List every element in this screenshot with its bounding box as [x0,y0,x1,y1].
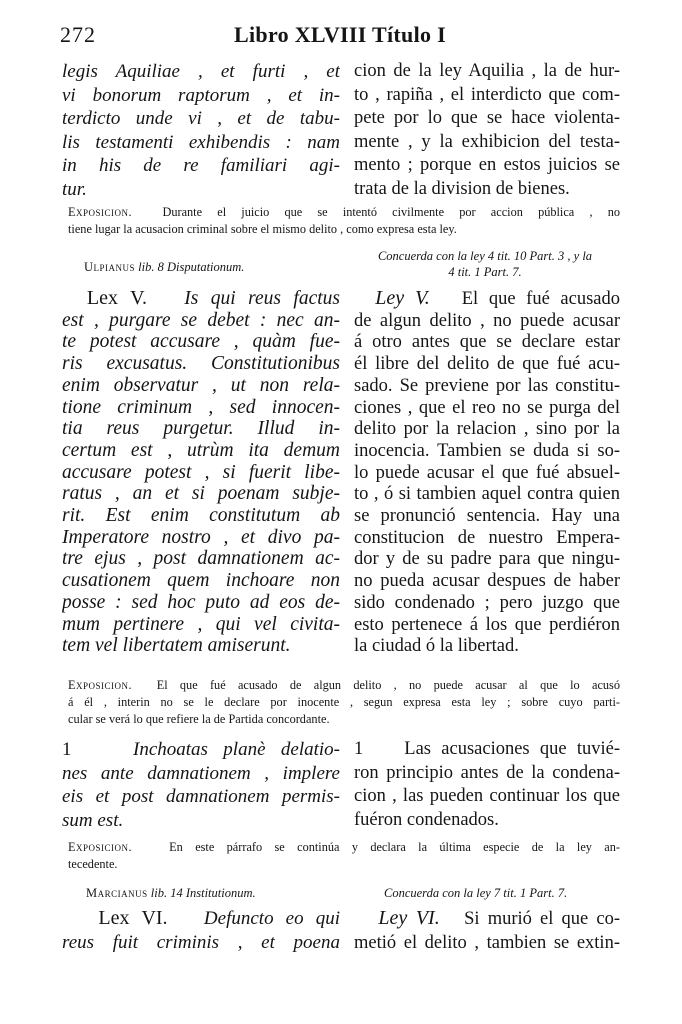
running-header [60,22,620,56]
source-author: Ulpianus [84,260,136,274]
spanish-line: de algun delito , no puede acusar [354,310,620,331]
latin-line [62,907,340,931]
spanish-line: delito por la relacion , sino por la [354,419,620,440]
latin-first-text: Is qui reus factus [184,288,340,309]
latin-line: vi bonorum raptorum , et in- [62,84,340,106]
spanish-line: trata de la division de bienes. [354,178,570,199]
latin-line: accusare potest , si fuerit libe- [62,461,340,483]
latin-column [62,738,340,832]
concordance-line: 4 tit. 1 Part. 7. [448,265,522,279]
latin-column [62,288,340,657]
spanish-first-text: El que fué acusado [461,289,620,309]
latin-line: sum est. [62,809,124,831]
concordance-note [350,248,620,280]
exposicion-line [68,677,620,694]
latin-line: legis Aquiliae , et furti , et [62,61,340,82]
latin-line: tre ejus , post damnationem ac- [62,548,340,570]
spanish-line: ciones , que el reo no se purga del [354,397,620,418]
spanish-first-text: Si murió el que co- [464,909,620,929]
block-continuation [62,60,618,202]
spanish-line: se pronunció sentencia. Hay una [354,506,620,527]
source-citation [84,259,244,275]
latin-line: terdicto unde vi , et de tabu- [62,108,340,129]
spanish-line: mente , y la exhibicion del testa- [354,131,620,152]
ley-label: Ley V. [375,288,430,309]
latin-column [62,907,340,954]
exposicion-note [68,204,620,238]
spanish-line: sido condenado ; pero juzgo que [354,592,620,613]
exposicion-note [68,677,620,728]
block-lex-vi [62,907,618,959]
exposicion-text: En este párrafo se continúa y declara la última especie de la ley an- [169,840,620,854]
exposicion-text: Durante el juicio que se intentó civilmente por accion pública , no [162,205,620,219]
spanish-line: sado. Se previene por las constitu- [354,375,620,396]
spanish-line: constitucion de nuestro Empera- [354,527,620,548]
latin-line: certum est , utrùm ita demum [62,439,340,461]
latin-line: ris excusatus. Constitutionibus [62,353,340,375]
exposicion-line: tecedente. [68,857,118,871]
spanish-line: cion , las pueden continuar los que [354,786,620,806]
exposicion-line: tiene lugar la acusacion criminal sobre el mismo delito , como expresa esta ley. [68,222,457,236]
exposicion-line [68,839,620,856]
spanish-line: la ciudad ó la libertad. [354,636,519,657]
spanish-column [354,738,620,832]
exposicion-label: Exposicion. [68,205,133,219]
source-work: lib. 14 Institutionum. [150,886,256,900]
paragraph-number: 1 [62,739,72,760]
page-number: 272 [60,22,96,47]
concordance-line: Concuerda con la ley 4 tit. 10 Part. 3 , y la [377,249,593,263]
page-title: Libro XLVIII Título I [234,22,446,47]
spanish-line: cion de la ley Aquilia , la de hur- [354,61,620,81]
source-citation [86,885,256,901]
latin-line: in his de re familiari agi- [62,155,340,176]
latin-line: eis et post damnationem permis- [62,786,340,807]
latin-line: lis testamenti exhibendis : nam [62,131,340,153]
exposicion-line [68,204,620,221]
source-author: Marcianus [86,886,148,900]
lex-label: Lex VI. [98,907,168,929]
exposicion-label: Exposicion. [68,840,133,854]
spanish-line: dor y de su padre para que ningu- [354,549,620,570]
ley-label: Ley VI. [378,907,440,929]
latin-first-text: Inchoatas planè delatio- [133,739,340,760]
spanish-line [354,907,620,932]
latin-line: te potest accusare , quàm fue- [62,331,340,353]
latin-line: reus fuit criminis , et poena [62,931,340,953]
spanish-line [354,288,620,311]
spanish-line: no pueda acusar despues de haber [354,571,620,592]
latin-column [62,60,340,201]
latin-line: tia reus purgetur. Illud in- [62,418,340,440]
latin-line: est , purgare se debet : nec an- [62,309,340,331]
spanish-line [354,738,620,762]
source-work: lib. 8 Disputationum. [138,260,245,274]
exposicion-text: El que fué acusado de algun delito , no puede acusar al que lo acusó [156,678,620,692]
spanish-line: metió el delito , tambien se extin- [354,932,620,953]
paragraph-number: 1 [354,739,364,759]
latin-line: nes ante damnationem , implere [62,762,340,784]
spanish-line: él libre del delito de que fué acu- [354,354,620,375]
spanish-line: lo puede acusar el que fué absuel- [354,462,620,483]
latin-line: posse : sed hoc puto ad eos de- [62,591,340,613]
latin-line [62,738,340,762]
latin-line: rit. Est enim constitutum ab [62,505,340,527]
block-lex-v [62,288,618,668]
concordance-line: Concuerda con la ley 7 tit. 1 Part. 7. [384,886,568,900]
spanish-line: inocencia. Tambien se duda si so- [354,440,620,461]
exposicion-label: Exposicion. [68,678,133,692]
latin-line: mum pertinere , qui vel civita- [62,613,340,635]
latin-first-text: Defuncto eo qui [203,908,340,929]
block-paragraph-1 [62,738,618,834]
spanish-column [354,60,620,201]
spanish-column [354,288,620,658]
latin-line: tem vel libertatem amiserunt. [62,635,291,657]
spanish-line: esto pertenece á los que perdiéron [354,614,620,635]
exposicion-line: cular se verá lo que refiere la de Partida concordante. [68,712,330,726]
spanish-first-text: Las acusaciones que tuvié- [404,739,620,759]
exposicion-line: á él , interin no se le declare por inocente , segun expresa esta ley ; sobre cuyo parti- [68,695,620,709]
spanish-line: to , ó si tambien aquel contra quien [354,484,620,505]
latin-line: cusationem quem inchoare non [62,570,340,592]
spanish-column [354,907,620,955]
latin-line: tione criminum , sed innocen- [62,396,340,418]
concordance-note [384,885,567,901]
latin-line: Imperatore nostro , et divo pa- [62,526,340,548]
spanish-line: mento ; porque en estos juicios se [354,155,620,175]
spanish-line: ron principio antes de la condena- [354,762,620,783]
latin-line: tur. [62,178,87,200]
latin-line: ratus , an et si poenam subje- [62,483,340,505]
lex-label: Lex V. [86,288,148,309]
spanish-line: fuéron condenados. [354,809,499,830]
spanish-line: á otro antes que se declare estar [354,332,620,353]
exposicion-note [68,839,620,873]
spanish-line: to , rapiña , el interdicto que com- [354,84,620,105]
latin-line: enim observatur , ut non rela- [62,374,340,396]
spanish-line: pete por lo que se hace violenta- [354,108,620,128]
latin-line [62,288,340,310]
